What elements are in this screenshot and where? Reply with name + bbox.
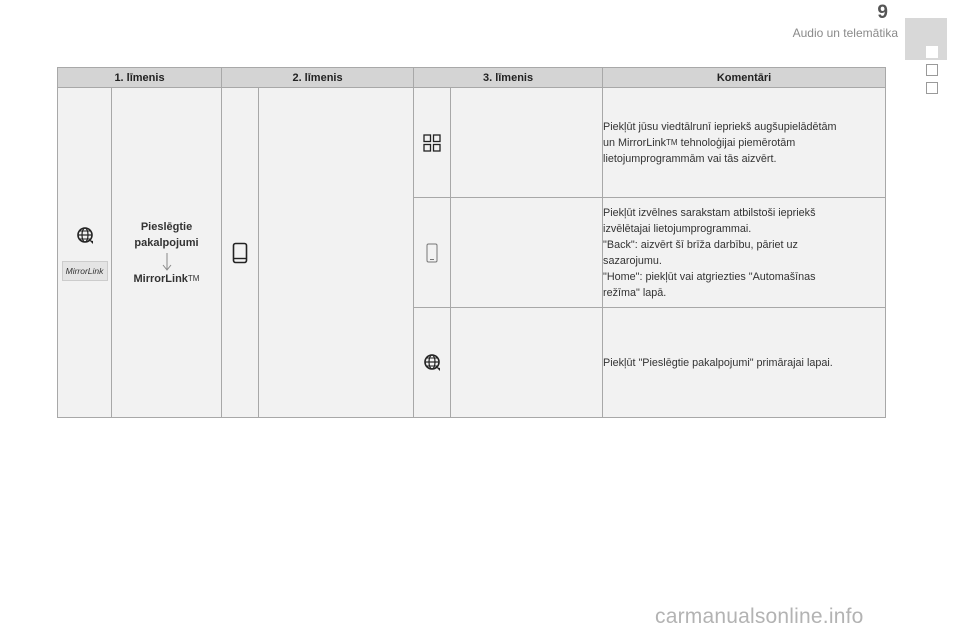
tablet-icon (232, 242, 248, 264)
comment-line: Piekļūt "Pieslēgtie pakalpojumi" primārajai lapai. (603, 356, 833, 369)
page-number: 9 (877, 2, 888, 23)
section-title: Audio un telemātika (792, 26, 898, 40)
mirrorlink-logo: MirrorLink (62, 261, 108, 281)
level2-empty-cell (259, 88, 414, 418)
level3-icon-cell (414, 308, 451, 418)
chapter-marker-active (926, 46, 938, 58)
globe-icon (421, 352, 443, 374)
level1-label-line1: Pieslēgtie (140, 220, 193, 233)
level3-empty-cell (451, 308, 603, 418)
comment-line: Piekļūt izvēlnes sarakstam atbilstoši iepriekš (603, 206, 816, 219)
comment-text: un MirrorLink (603, 136, 667, 149)
level2-icon-cell (222, 88, 259, 418)
level1-sub-label (112, 271, 221, 287)
header-level-1: 1. līmenis (58, 68, 222, 88)
trademark: TM (666, 137, 678, 147)
level1-label-line2: pakalpojumi (134, 236, 199, 249)
level1-icon-cell (58, 88, 112, 418)
comment-cell (603, 88, 886, 198)
trademark: TM (187, 273, 200, 283)
level3-icon-cell (414, 198, 451, 308)
comment-line: "Back": aizvērt šī brīža darbību, pāriet uz (603, 238, 798, 251)
arrow-down-icon (162, 253, 172, 271)
table-row (58, 88, 886, 198)
comment-line (603, 135, 885, 151)
comment-text: tehnoloģijai piemērotām (677, 136, 796, 149)
globe-icon (74, 225, 96, 247)
comment-line: Piekļūt jūsu viedtālrunī iepriekš augšupielādētām (603, 120, 837, 133)
header-level-3: 3. līmenis (414, 68, 603, 88)
comment-line: lietojumprogrammām vai tās aizvērt. (603, 152, 777, 165)
comment-line: izvēlētajai lietojumprogrammai. (603, 222, 752, 235)
level3-empty-cell (451, 88, 603, 198)
comment-cell (603, 198, 886, 308)
table-header-row (58, 68, 886, 88)
level3-icon-cell (414, 88, 451, 198)
phone-icon (426, 243, 438, 263)
comment-line: režīma" lapā. (603, 286, 667, 299)
comment-line: sazarojumu. (603, 254, 662, 267)
level1-label-cell (112, 88, 222, 418)
comment-line: "Home": piekļūt vai atgriezties "Automašīnas (603, 270, 816, 283)
level3-empty-cell (451, 198, 603, 308)
mirrorlink-text: MirrorLink (133, 272, 188, 285)
watermark: carmanualsonline.info (655, 605, 864, 628)
chapter-marker (926, 64, 938, 76)
grid-apps-icon (423, 134, 441, 152)
header-level-2: 2. līmenis (222, 68, 414, 88)
menu-table (57, 67, 886, 418)
comment-cell (603, 308, 886, 418)
header-comments: Komentāri (603, 68, 886, 88)
chapter-marker (926, 82, 938, 94)
